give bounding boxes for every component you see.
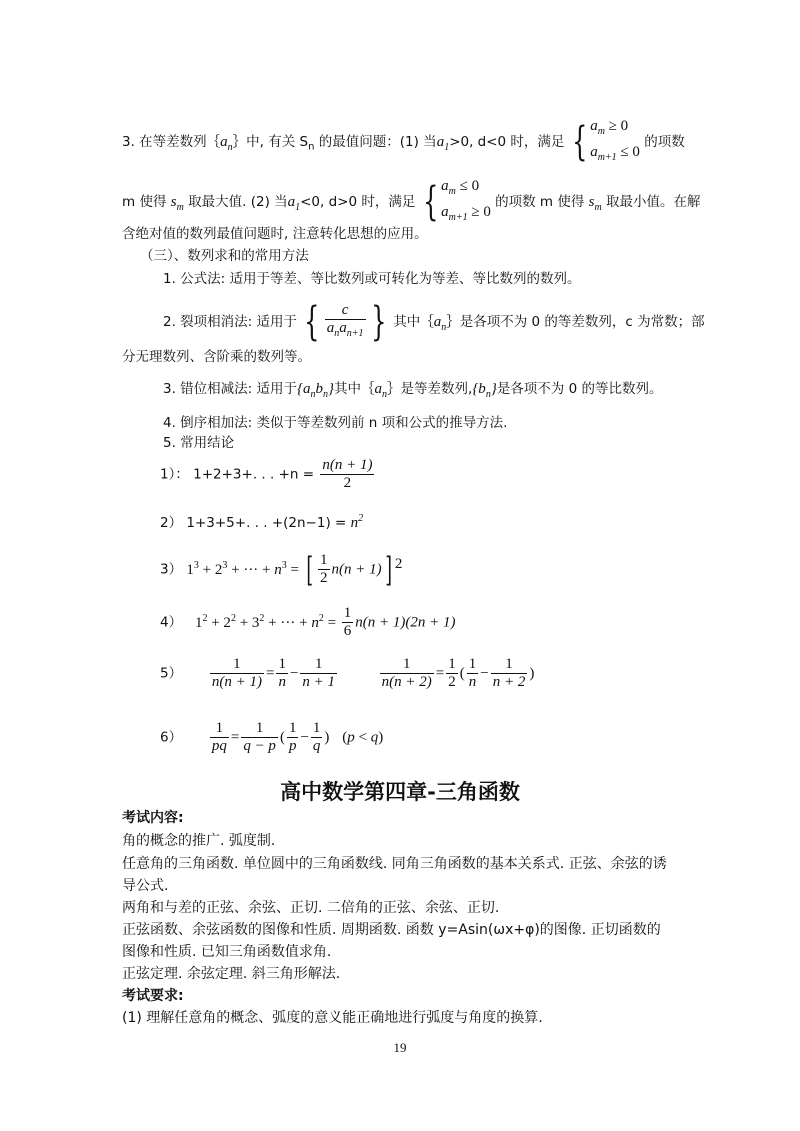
fraction: $\frac{1}{n}$	[468, 656, 477, 690]
text: 其中｛	[334, 381, 375, 397]
label: 2） 1+3+5+. . . +(2n−1) =	[160, 515, 347, 531]
text: 取最大值. (2) 当	[188, 194, 288, 210]
text: 的项数	[644, 134, 685, 150]
math-a1: $a_1$	[436, 134, 450, 153]
sec3-line1: 3. 在等差数列$\{a_n\}$中, 有关 $S_n$ 的最值问题：(1) 当$a_1>0$, d<0 时，满足 { $a_m \ge 0$ $a_{m+1} \le 0$ 的项数	[122, 116, 685, 168]
label: 3）	[160, 561, 183, 578]
content-line: 图像和性质. 已知三角函数值求角.	[122, 944, 332, 960]
method-2-cont: 分无理数列、含阶乘的数列等。	[122, 349, 311, 365]
fraction-c-over-anbn1: $\frac{c}{a_na_{n+1}}$	[326, 302, 364, 339]
fraction: $\frac{1}{n + 2}$	[492, 656, 526, 690]
content-line: 任意角的三角函数. 单位圆中的三角函数线. 同角三角函数的基本关系式. 正弦、余弦的诱	[122, 856, 667, 872]
text: >0, d<0 时，满足	[449, 134, 565, 150]
text: 是各项不为 0 的等比数列。	[496, 381, 663, 397]
text: 的项数 m 使得	[495, 194, 585, 210]
fraction: $\frac{1}{p}$	[288, 720, 297, 754]
text: ｝中, 有关 S	[232, 134, 309, 150]
content-line: 正弦定理. 余弦定理. 斜三角形解法.	[122, 966, 341, 982]
text: ｝是各项不为 0 的等差数列，c 为常数；部	[446, 314, 705, 330]
right-brace: }	[370, 299, 386, 345]
left-brace: {	[422, 179, 439, 225]
fraction-half: $\frac{1}{2}$	[320, 552, 328, 586]
chapter-title: 高中数学第四章-三角函数	[280, 780, 520, 804]
content-line: 角的概念的推广. 弧度制.	[122, 833, 276, 849]
text: 取最小值。在解	[606, 194, 701, 210]
text: 的最值问题：(1) 当	[314, 134, 437, 150]
left-brace: {	[304, 299, 320, 345]
method-3: 3. 错位相减法: 适用于$\{a_nb_n\}$其中$\{a_n\}$是等差数列$,\{b_n\}$是各项不为 0 的等比数列。	[163, 381, 663, 400]
label: 4）	[160, 614, 183, 631]
page-number: 19	[393, 1040, 407, 1055]
sec3-line2: m 使得 $s_m$ 取最大值. (2) 当$a_1<0$, d>0 时，满足 { $a_m \le 0$ $a_{m+1} \ge 0$ 的项数 m 使得 $s_m$ 取最小值。在解	[122, 176, 701, 228]
text: 3. 在等差数列｛	[122, 134, 221, 150]
method-4: 4. 倒序相加法: 类似于等差数列前 n 项和公式的推导方法.	[163, 415, 508, 431]
result-2: 2） 1+3+5+. . . $+(2n-1) = n^2$	[160, 513, 364, 531]
fraction: $\frac{1}{n(n + 1)}$	[211, 656, 262, 690]
fraction: $\frac{n(n + 1)}{2}$	[322, 457, 373, 491]
text: 3. 错位相减法: 适用于	[163, 381, 298, 397]
text: <0, d>0 时，满足	[300, 194, 416, 210]
text: 2. 裂项相消法: 适用于	[163, 314, 298, 330]
content-heading: 考试内容:	[122, 810, 184, 826]
result-4: 4） $1^2 + 2^2 + 3^2$ + ··· + $n^2$ = $\frac{1}{6}$ n(n + 1)(2n + 1)	[160, 605, 456, 639]
left-brace: {	[571, 119, 588, 165]
fraction: $\frac{1}{q - p}$	[243, 720, 276, 754]
fraction: $\frac{1}{n(n + 2)}$	[381, 656, 432, 690]
content-line: 导公式.	[122, 878, 169, 894]
section-heading: （三）、数列求和的常用方法	[140, 248, 309, 264]
label: 6）	[160, 729, 183, 746]
condition-system-1: $a_m \ge 0$ $a_{m+1} \le 0$	[590, 118, 640, 163]
content-line: 两角和与差的正弦、余弦、正切. 二倍角的正弦、余弦、正切.	[122, 900, 500, 916]
content-line: 正弦函数、余弦函数的图像和性质. 周期函数. 函数 y=Asin(ωx+φ)的图像. 正切函数的	[122, 922, 661, 938]
text: ｝是等差数列,	[387, 381, 473, 397]
result-1	[160, 457, 376, 492]
method-2: 2. 裂项相消法: 适用于 { $\frac{c}{a_na_{n+1}}$ } 其中$\{a_n\}$是各项不为 0 的等差数列，c 为常数；部	[163, 299, 705, 345]
fraction: $\frac{1}{pq}$	[211, 720, 227, 754]
result-6: 6） $\frac{1}{pq}$ = $\frac{1}{q - p}$ ( $\frac{1}{p}$ − $\frac{1}{q}$ ) (p < q)	[160, 720, 384, 754]
result-5: 5） $\frac{1}{n(n + 1)}$ = $\frac{1}{n}$ − $\frac{1}{n + 1}$ $\frac{1}{n(n + 2)}$ = $\frac{1}{2}$ ( $\frac{1}{n}$ − $\frac{1}{n + 2}$ )	[160, 656, 535, 690]
result-3: 3） $1^3 + 2^3$ + ··· + $n^3$ = [ $\frac{1}{2}$ n(n + 1)] $^2$	[160, 549, 403, 590]
label: 5）	[160, 665, 183, 682]
fraction: $\frac{1}{n + 1}$	[302, 656, 336, 690]
method-1: 1. 公式法: 适用于等差、等比数列或可转化为等差、等比数列的数列。	[163, 271, 581, 287]
sec3-line3: 含绝对值的数列最值问题时, 注意转化思想的应用。	[122, 226, 428, 242]
condition-system-2: $a_m \le 0$ $a_{m+1} \ge 0$	[441, 178, 491, 223]
text: m 使得	[122, 194, 167, 210]
text: 其中｛	[393, 314, 434, 330]
fraction: $\frac{1}{n}$	[278, 656, 286, 690]
method-5: 5. 常用结论	[163, 435, 235, 451]
fraction: $\frac{1}{2}$	[448, 656, 456, 690]
label: 1）： 1+2+3+. . . +n =	[160, 466, 315, 483]
requirements-heading: 考试要求:	[122, 988, 184, 1004]
requirement-line: (1) 理解任意角的概念、弧度的意义能正确地进行弧度与角度的换算.	[122, 1010, 543, 1026]
fraction: $\frac{1}{q}$	[312, 720, 321, 754]
math-an: $a_n$	[220, 134, 233, 153]
fraction-sixth: $\frac{1}{6}$	[343, 605, 352, 639]
